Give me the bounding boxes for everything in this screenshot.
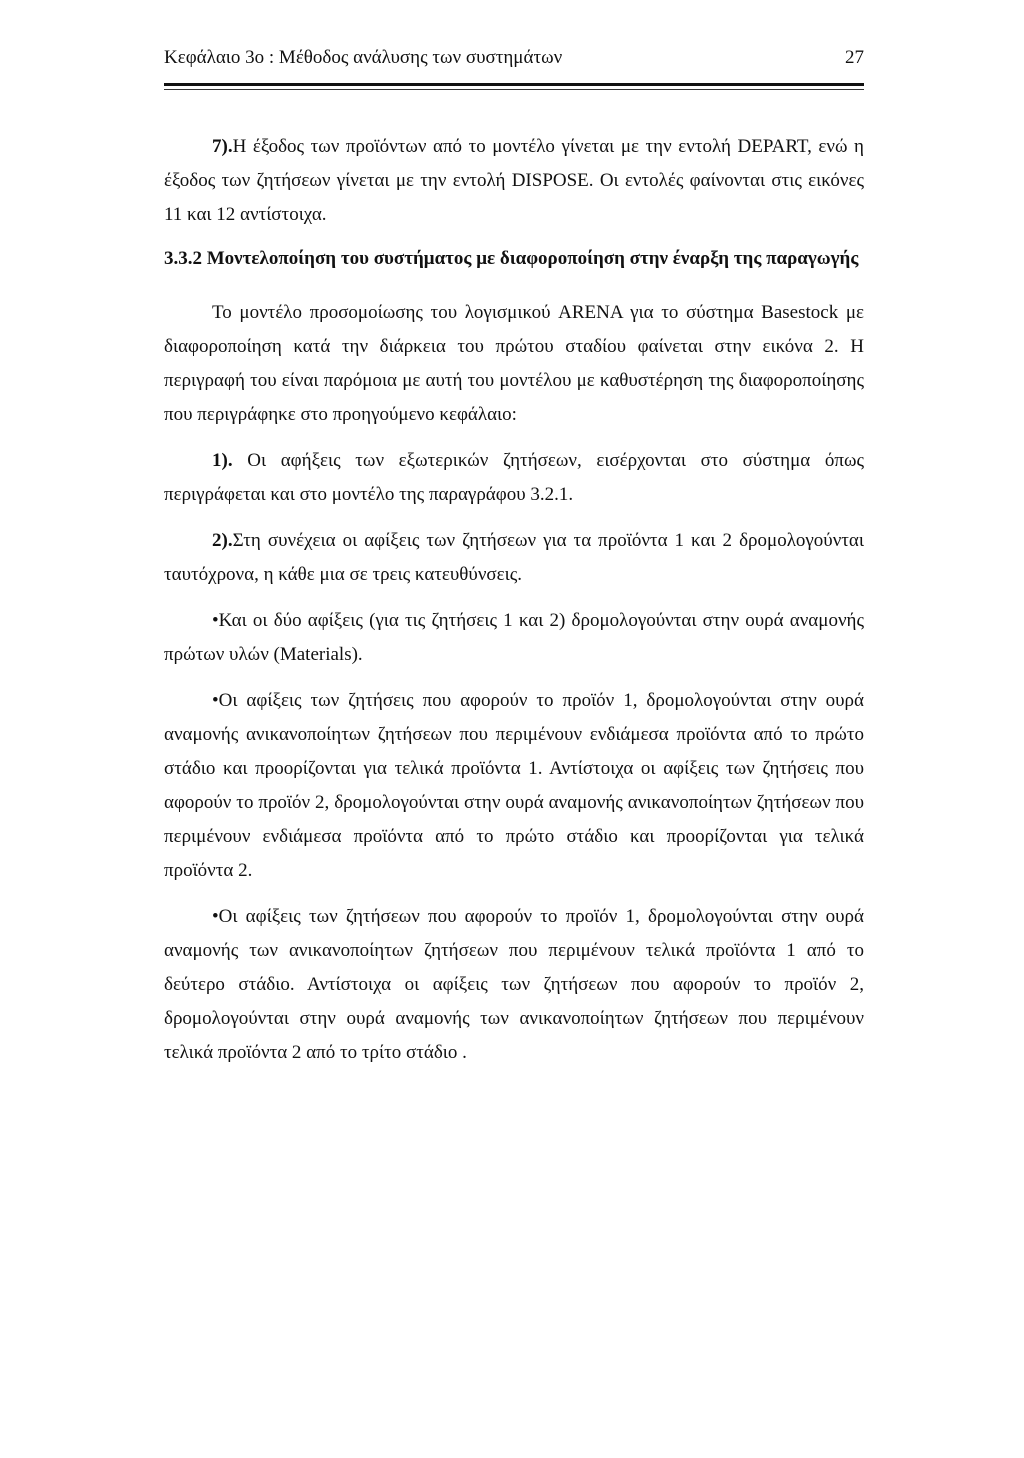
document-body	[164, 130, 864, 1070]
paragraph-item-7	[164, 130, 864, 232]
bullet-icon: •	[212, 906, 219, 927]
header-rule-thick	[164, 83, 864, 86]
section-heading: 3.3.2 Μοντελοποίηση του συστήματος με διαφοροποίηση στην έναρξη της παραγωγής	[164, 248, 859, 269]
bullet-paragraph-1	[164, 604, 864, 672]
paragraph-text: Η έξοδος των προϊόντων από το μοντέλο γίνεται με την εντολή DEPART, ενώ η έξοδος των ζητήσεων γίνεται με την εντολή DISPOSE. Οι εντολές φαίνονται στις εικόνες 11 και 12 αντίστοιχα.	[164, 136, 864, 225]
bullet-text: Οι αφίξεις των ζητήσεις που αφορούν το προϊόν 1, δρομολογούνται στην ουρά αναμονής ανικανοποίητων ζητήσεων που περιμένουν ενδιάμεσα προϊόντα από το πρώτο στάδιο και προορίζονται για τελικά προϊόντα 1. Αντίστοιχα οι αφίξεις των ζητήσεις που αφορούν το προϊόν 2, δρομολογούνται στην ουρά αναμονής ανικανοποίητων ζητήσεων που περιμένουν ενδιάμεσα προϊόντα από το πρώτο στάδιο και προορίζονται για τελικά προϊόντα 2.	[164, 690, 864, 881]
header-rule-thin	[164, 89, 864, 90]
paragraph-text: Οι αφήξεις των εξωτερικών ζητήσεων, εισέρχονται στο σύστημα όπως περιγράφεται και στο μοντέλο της παραγράφου 3.2.1.	[164, 450, 864, 505]
item-number: 1).	[212, 450, 233, 471]
item-number: 7).	[212, 136, 233, 157]
document-page	[164, 0, 864, 1458]
bullet-paragraph-2	[164, 684, 864, 888]
bullet-icon: •	[212, 610, 219, 631]
intro-paragraph: Το μοντέλο προσομοίωσης του λογισμικού ARENA για το σύστημα Basestock με διαφοροποίηση κατά την διάρκεια του πρώτου σταδίου φαίνεται στην εικόνα 2. Η περιγραφή του είναι παρόμοια με αυτή του μοντέλου με καθυστέρηση της διαφοροποίησης που περιγράφηκε στο προηγούμενο κεφάλαιο:	[164, 302, 864, 425]
page-number: 27	[845, 47, 864, 68]
bullet-text: Και οι δύο αφίξεις (για τις ζητήσεις 1 και 2) δρομολογούνται στην ουρά αναμονής πρώτων υλών (Materials).	[164, 610, 864, 665]
paragraph-item-2	[164, 524, 864, 592]
paragraph-text: Στη συνέχεια οι αφίξεις των ζητήσεων για τα προϊόντα 1 και 2 δρομολογούνται ταυτόχρονα, η κάθε μια σε τρεις κατευθύνσεις.	[164, 530, 864, 585]
bullet-paragraph-3	[164, 900, 864, 1070]
bullet-icon: •	[212, 690, 219, 711]
chapter-title: Κεφάλαιο 3ο : Μέθοδος ανάλυσης των συστημάτων	[164, 47, 563, 68]
bullet-text: Οι αφίξεις των ζητήσεων που αφορούν το προϊόν 1, δρομολογούνται στην ουρά αναμονής των ανικανοποίητων ζητήσεων που περιμένουν τελικά προϊόντα 1 από το δεύτερο στάδιο. Αντίστοιχα οι αφίξεις των ζητήσεων που αφορούν το προϊόν 2, δρομολογούνται στην ουρά αναμονής των ανικανοποίητων ζητήσεων που περιμένουν τελικά προϊόντα 2 από το τρίτο στάδιο .	[164, 906, 864, 1063]
item-number: 2).	[212, 530, 233, 551]
paragraph-item-1	[164, 444, 864, 512]
